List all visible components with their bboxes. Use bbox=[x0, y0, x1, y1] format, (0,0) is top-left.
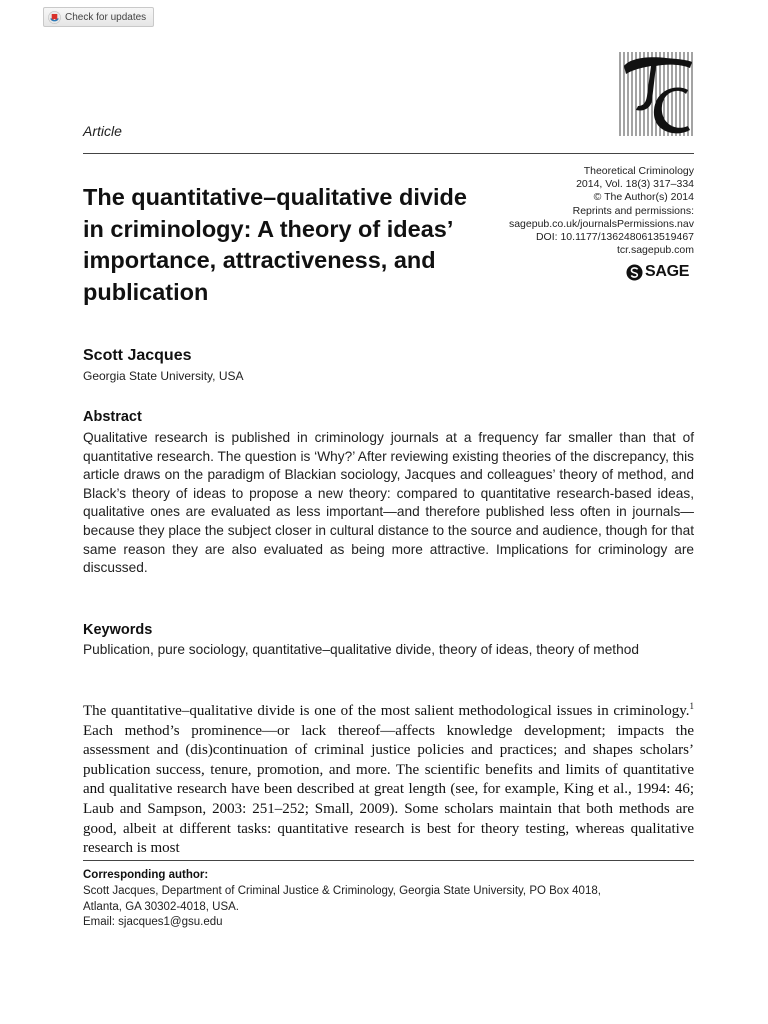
doi-link[interactable]: DOI: 10.1177/1362480613519467 bbox=[535, 231, 694, 244]
journal-website-link[interactable]: tcr.sagepub.com bbox=[616, 244, 694, 257]
sage-logo-icon bbox=[626, 264, 643, 281]
abstract-heading: Abstract bbox=[83, 409, 142, 425]
reprints-label: Reprints and permissions: bbox=[572, 204, 694, 217]
keywords-heading: Keywords bbox=[83, 622, 153, 638]
body-text-part2: Each method’s prominence—or lack thereof—affects knowledge development; impacts the assessment and (dis)continuation of criminal justice policies and practices; and shapes scholars’ publication success, tenure, promotion, and more. The scientific benefits and limits of quantitative and qualitative research have been described at great length (see, for example, King et al., 1994: 46; Laub and Sampson, 2003: 251–252; Small, 2009). Some scholars maintain that both methods are good, albeit at different tasks: quantitative research is best for theory testing, whereas qualitative research is most bbox=[83, 722, 694, 857]
corresponding-author-email[interactable]: Email: sjacques1@gsu.edu bbox=[83, 916, 223, 928]
permissions-link[interactable]: sagepub.co.uk/journalsPermissions.nav bbox=[508, 217, 694, 230]
corresponding-author-heading: Corresponding author: bbox=[83, 869, 209, 881]
journal-volume: 2014, Vol. 18(3) 317–334 bbox=[576, 178, 694, 191]
check-for-updates-button[interactable] bbox=[43, 7, 154, 27]
abstract-text: Qualitative research is published in criminology journals at a frequency far smaller than that of quantitative research. The question is ‘Why?’ After reviewing existing theories of the discrepancy, this article draws on the paradigm of Blackian sociology, Jacques and colleagues’ theory of method, and Black’s theory of ideas to propose a new theory: compared to quantitative research-based ideas, qualitative ones are evaluated as less important—and therefore published less often in journals—because they place the subject closer in cultural distance to the source and audience, though for that same reason they are also evaluated as being more attractive. Implications for criminology are discussed. bbox=[83, 430, 694, 576]
body-paragraph bbox=[83, 702, 694, 859]
journal-name: Theoretical Criminology bbox=[583, 165, 694, 177]
sage-logo-text: SAGE bbox=[645, 263, 690, 280]
corresponding-author-details bbox=[83, 884, 703, 931]
footnote-rule bbox=[83, 860, 694, 861]
author-name: Scott Jacques bbox=[83, 347, 192, 364]
article-type-label: Article bbox=[83, 123, 122, 139]
keywords-text: Publication, pure sociology, quantitative–qualitative divide, theory of ideas, theory of method bbox=[83, 642, 639, 657]
publisher-logo bbox=[626, 263, 689, 281]
header-rule bbox=[83, 153, 694, 154]
corresponding-author-city: Atlanta, GA 30302-4018, USA. bbox=[83, 900, 239, 913]
author-affiliation: Georgia State University, USA bbox=[83, 369, 244, 383]
check-for-updates-label: Check for updates bbox=[65, 11, 147, 23]
corresponding-author-address: Scott Jacques, Department of Criminal Justice & Criminology, Georgia State University, PO Box 4018, bbox=[83, 885, 601, 897]
article-title: The quantitative–qualitative divide in criminology: A theory of ideas’ importance, attractiveness, and publication bbox=[83, 184, 467, 305]
footnote-marker[interactable]: 1 bbox=[689, 701, 694, 711]
copyright: © The Author(s) 2014 bbox=[593, 191, 694, 204]
journal-logo bbox=[618, 52, 694, 136]
body-text-part1: The quantitative–qualitative divide is one of the most salient methodological issues in criminology. bbox=[83, 703, 690, 719]
crossmark-icon bbox=[48, 11, 61, 24]
journal-info bbox=[509, 165, 694, 257]
